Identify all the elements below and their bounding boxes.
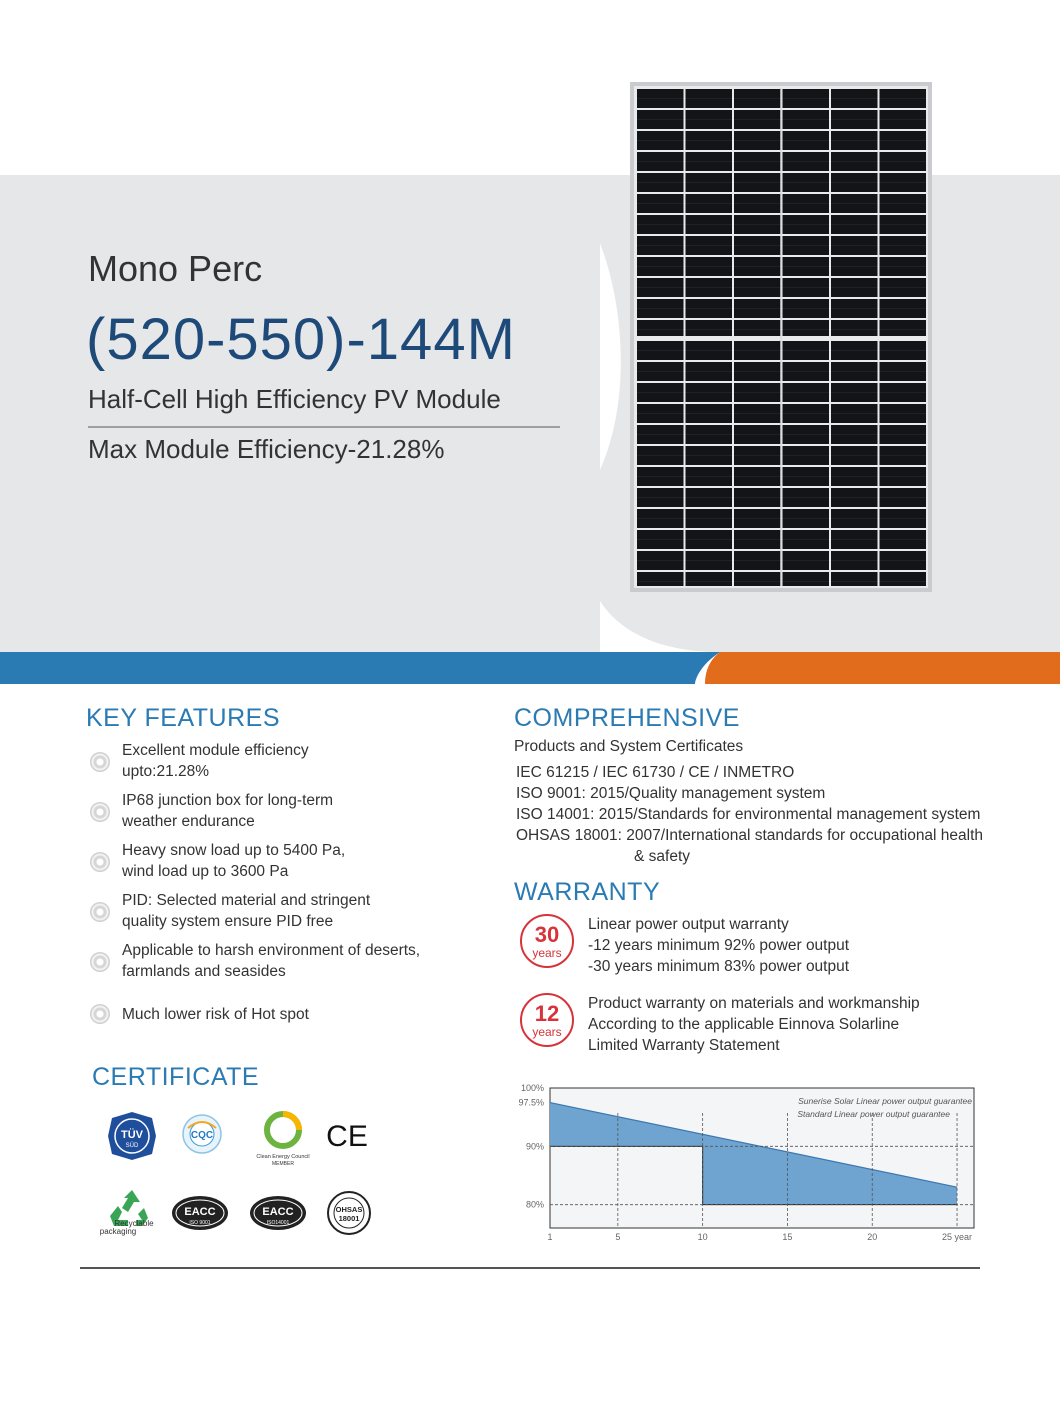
clean-energy-council-logo bbox=[250, 1108, 316, 1168]
product-subtitle: Half-Cell High Efficiency PV Module bbox=[88, 384, 501, 414]
ohsas-18001-logo bbox=[326, 1190, 372, 1236]
y-tick-label: 100% bbox=[520, 1083, 544, 1093]
feature-item: Heavy snow load up to 5400 Pa, wind load up to 3600 Pa bbox=[122, 842, 346, 880]
x-tick-label: 10 bbox=[697, 1232, 708, 1242]
cert-line: OHSAS 18001: 2007/International standards for occupational health bbox=[516, 827, 984, 844]
blue-band bbox=[0, 652, 720, 684]
cert-line: & safety bbox=[634, 848, 690, 865]
eacc-iso14001-logo bbox=[248, 1194, 308, 1232]
svg-text:18001: 18001 bbox=[338, 1214, 360, 1223]
feature-bullet-icon bbox=[90, 752, 110, 772]
warranty-text: Linear power output warranty -12 years minimum 92% power output -30 years minimum 83% power output bbox=[588, 916, 850, 975]
cqc-logo bbox=[176, 1110, 228, 1162]
x-tick-label: 25 year bbox=[942, 1232, 973, 1242]
legend-premium: Sunerise Solar Linear power output guarantee bbox=[798, 1096, 972, 1106]
warranty-heading: WARRANTY bbox=[514, 878, 661, 906]
ce-mark-logo bbox=[326, 1118, 368, 1154]
product-line: Mono Perc bbox=[88, 248, 263, 289]
certificates-subheading: Products and System Certificates bbox=[514, 738, 744, 755]
svg-text:EACC: EACC bbox=[184, 1206, 216, 1218]
max-efficiency: Max Module Efficiency-21.28% bbox=[88, 434, 445, 464]
feature-bullet-icon bbox=[90, 952, 110, 972]
feature-bullet-icon bbox=[90, 902, 110, 922]
svg-text:CQC: CQC bbox=[190, 1130, 214, 1141]
eacc-iso9001-logo bbox=[170, 1194, 230, 1232]
feature-item: Much lower risk of Hot spot bbox=[122, 1006, 309, 1023]
legend-standard: Standard Linear power output guarantee bbox=[797, 1109, 950, 1119]
bottom-divider bbox=[80, 1267, 980, 1269]
feature-bullet-icon bbox=[90, 1004, 110, 1024]
x-tick-label: 1 bbox=[547, 1232, 553, 1242]
solar-panel-image bbox=[630, 82, 932, 592]
svg-text:TÜV: TÜV bbox=[121, 1129, 143, 1141]
model-number: (520-550)-144M bbox=[86, 307, 516, 372]
svg-text:SÜD: SÜD bbox=[125, 1143, 139, 1149]
recyclable-packaging-logo bbox=[98, 1186, 158, 1240]
feature-item: IP68 junction box for long-term weather endurance bbox=[122, 792, 334, 830]
svg-text:MEMBER: MEMBER bbox=[272, 1161, 294, 1167]
feature-item: Applicable to harsh environment of deserts, farmlands and seasides bbox=[122, 942, 421, 980]
svg-text:Clean Energy Council: Clean Energy Council bbox=[256, 1154, 310, 1160]
y-tick-label: 97.5% bbox=[518, 1097, 544, 1108]
svg-text:packaging: packaging bbox=[99, 1227, 137, 1236]
cert-line: ISO 9001: 2015/Quality management system bbox=[516, 785, 826, 802]
cert-line: IEC 61215 / IEC 61730 / CE / INMETRO bbox=[516, 764, 795, 781]
svg-text:ISO 9001: ISO 9001 bbox=[189, 1220, 211, 1226]
warranty-30-badge: 30 years bbox=[520, 914, 574, 968]
feature-item: PID: Selected material and stringent quality system ensure PID free bbox=[122, 892, 371, 930]
warranty-12-badge: 12 years bbox=[520, 993, 574, 1047]
svg-text:CE: CE bbox=[326, 1120, 368, 1153]
tuv-sud-logo bbox=[106, 1110, 158, 1162]
warranty-text: Product warranty on materials and workmanship According to the applicable Einnova Solarline Limited Warranty Statement bbox=[588, 995, 920, 1054]
x-tick-label: 20 bbox=[867, 1232, 878, 1242]
y-tick-label: 80% bbox=[525, 1199, 544, 1210]
feature-bullet-icon bbox=[90, 852, 110, 872]
title-divider bbox=[88, 426, 560, 428]
feature-bullet-icon bbox=[90, 802, 110, 822]
key-features-heading: KEY FEATURES bbox=[86, 704, 281, 732]
svg-text:ISO14001: ISO14001 bbox=[266, 1220, 290, 1226]
svg-text:Recyclable: Recyclable bbox=[114, 1219, 154, 1228]
power-output-chart bbox=[500, 1078, 990, 1248]
certificate-heading: CERTIFICATE bbox=[92, 1063, 260, 1091]
svg-text:EACC: EACC bbox=[262, 1206, 294, 1218]
cert-line: ISO 14001: 2015/Standards for environmental management system bbox=[516, 806, 981, 823]
comprehensive-heading: COMPREHENSIVE bbox=[514, 704, 740, 732]
svg-text:OHSAS: OHSAS bbox=[335, 1205, 363, 1214]
y-tick-label: 90% bbox=[525, 1141, 544, 1152]
x-tick-label: 5 bbox=[615, 1232, 621, 1242]
orange-band bbox=[705, 652, 1060, 684]
x-tick-label: 15 bbox=[782, 1232, 793, 1242]
feature-item: Excellent module efficiency upto:21.28% bbox=[122, 742, 309, 780]
